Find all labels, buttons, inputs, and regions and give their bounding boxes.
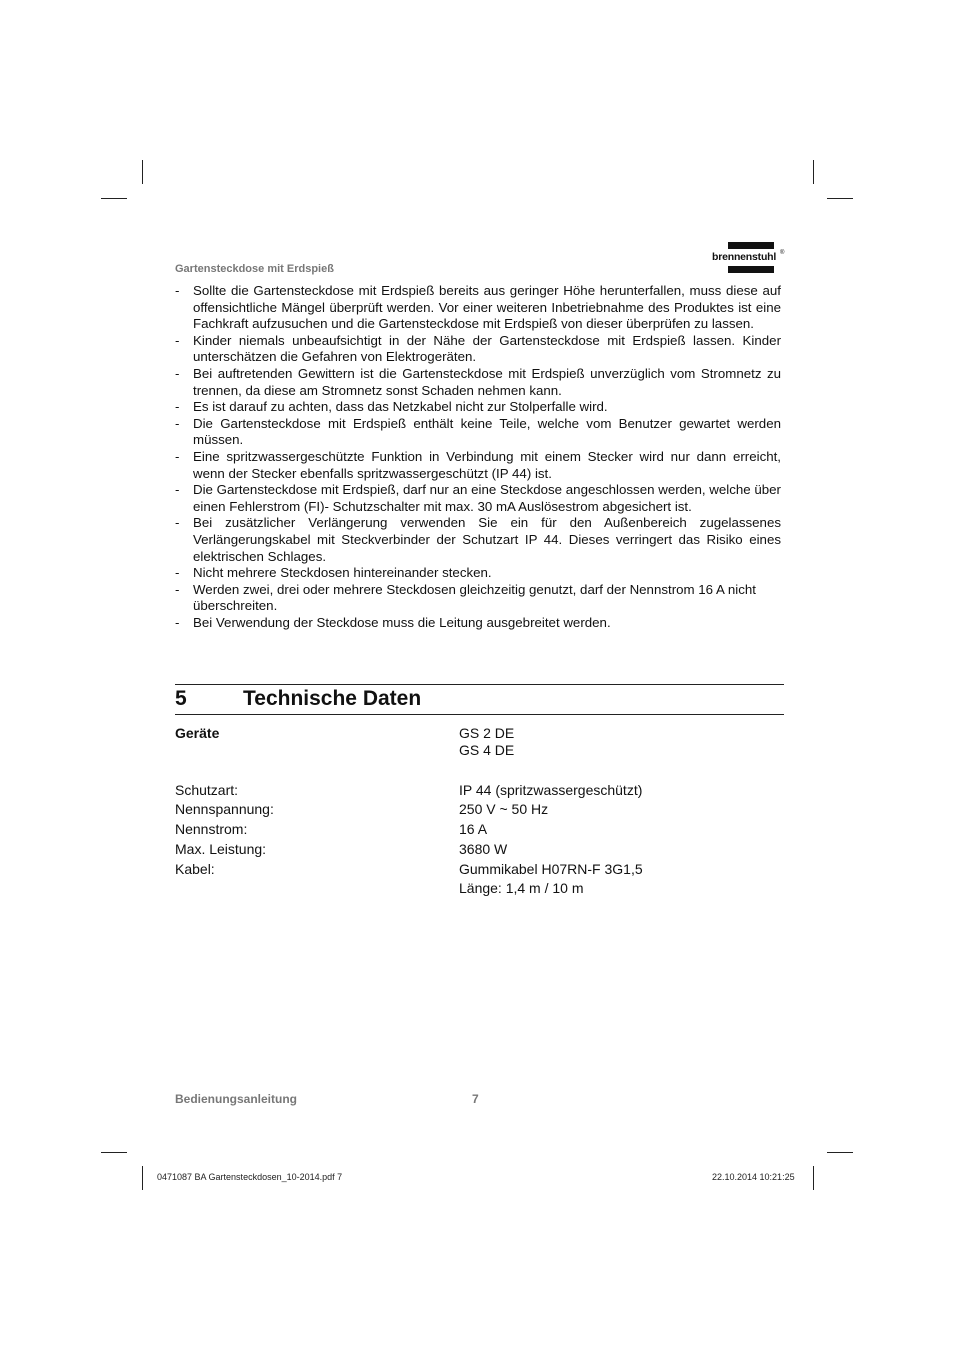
list-dash: - bbox=[175, 415, 180, 431]
logo-bar bbox=[728, 266, 774, 273]
list-item-text: Es ist darauf zu achten, dass das Netzkabel nicht zur Stolperfalle wird. bbox=[193, 399, 608, 415]
spec-label: Max. Leistung: bbox=[175, 841, 267, 857]
list-dash: - bbox=[175, 399, 180, 415]
footer-title: Bedienungsanleitung bbox=[175, 1092, 298, 1106]
spec-label: Nennstrom: bbox=[175, 821, 248, 837]
section-rule-bottom bbox=[175, 714, 784, 715]
list-item bbox=[175, 333, 781, 366]
list-item bbox=[175, 283, 781, 333]
crop-mark bbox=[813, 160, 814, 184]
list-item bbox=[175, 482, 781, 515]
list-item-text: Bei Verwendung der Steckdose muss die Leitung ausgebreitet werden. bbox=[193, 614, 611, 630]
list-item bbox=[175, 582, 781, 615]
list-dash: - bbox=[175, 581, 180, 597]
list-item bbox=[175, 399, 781, 416]
list-item bbox=[175, 449, 781, 482]
section-number: 5 bbox=[175, 687, 187, 710]
running-header: Gartensteckdose mit Erdspieß bbox=[175, 263, 334, 275]
list-item-text: Die Gartensteckdose mit Erdspieß enthält keine Teile, welche vom Benutzer gewartet werden müssen. bbox=[193, 415, 781, 448]
print-file-info: 0471087 BA Gartensteckdosen_10-2014.pdf 7 bbox=[157, 1172, 343, 1182]
list-item bbox=[175, 515, 781, 565]
list-dash: - bbox=[175, 332, 180, 348]
logo-text: brennenstuhl bbox=[712, 251, 777, 263]
devices-label: Geräte bbox=[175, 725, 220, 741]
crop-mark bbox=[827, 198, 853, 199]
list-item-text: Die Gartensteckdose mit Erdspieß, darf nur an eine Steckdose angeschlossen werden, welche über einen Fehlerstrom (FI)- Schutzschalter mit max. 30 mA Auslösestrom abgesichert ist. bbox=[193, 482, 781, 514]
spec-label: Schutzart: bbox=[175, 782, 239, 798]
cable-length-value: Länge: 1,4 m / 10 m bbox=[459, 880, 584, 896]
print-timestamp: 22.10.2014 10:21:25 bbox=[712, 1172, 795, 1182]
crop-mark bbox=[101, 1152, 127, 1153]
list-dash: - bbox=[175, 482, 180, 498]
list-dash: - bbox=[175, 448, 180, 464]
list-dash: - bbox=[175, 515, 180, 531]
crop-mark bbox=[813, 1166, 814, 1190]
list-item bbox=[175, 615, 781, 632]
spec-label: Nennspannung: bbox=[175, 801, 274, 817]
spec-value: IP 44 (spritzwassergeschützt) bbox=[459, 782, 643, 798]
logo-bar bbox=[728, 242, 774, 249]
list-item bbox=[175, 366, 781, 399]
list-item-text: Werden zwei, drei oder mehrere Steckdosen gleichzeitig genutzt, darf der Nennstrom 16 A nicht überschreiten. bbox=[193, 581, 756, 614]
list-item-text: Bei auftretenden Gewittern ist die Gartensteckdose mit Erdspieß unverzüglich vom Stromnetz zu trennen, da diese am Stromnetz sonst Schaden nehmen kann. bbox=[193, 365, 781, 398]
list-dash: - bbox=[175, 565, 180, 581]
crop-mark bbox=[101, 198, 127, 199]
spec-value: 3680 W bbox=[459, 841, 508, 857]
spec-label: Kabel: bbox=[175, 861, 215, 877]
crop-mark bbox=[142, 1166, 143, 1190]
device-model: GS 4 DE bbox=[459, 742, 515, 758]
crop-mark bbox=[142, 160, 143, 184]
spec-value: Gummikabel H07RN-F 3G1,5 bbox=[459, 861, 643, 877]
page-number: 7 bbox=[472, 1092, 479, 1106]
safety-instructions-list bbox=[175, 283, 781, 631]
logo-registered-mark: ® bbox=[780, 250, 785, 256]
list-item bbox=[175, 565, 781, 582]
list-item-text: Kinder niemals unbeaufsichtigt in der Nähe der Gartensteckdose mit Erdspieß lassen. Kinder unterschätzen die Gefahren von Elektrogeräten. bbox=[193, 332, 781, 365]
list-item bbox=[175, 416, 781, 449]
crop-mark bbox=[827, 1152, 853, 1153]
list-item-text: Eine spritzwassergeschützte Funktion in Verbindung mit einem Stecker wird nur dann erreicht, wenn der Stecker ebenfalls spritzwassergeschützt (IP 44) ist. bbox=[193, 448, 781, 481]
spec-value: 16 A bbox=[459, 821, 488, 837]
list-item-text: Nicht mehrere Steckdosen hintereinander stecken. bbox=[193, 565, 492, 581]
section-rule-top bbox=[175, 684, 784, 685]
list-item-text: Sollte die Gartensteckdose mit Erdspieß bereits aus geringer Höhe herunterfallen, muss diese auf offensichtliche Mängel überprüft werden. Vor einer weiteren Inbetriebnahme des Produktes ist eine Fachkraft aufzusuchen und die Gartensteckdose mit Erdspieß von dieser überprüfen zu lassen. bbox=[193, 283, 781, 332]
spec-value: 250 V ~ 50 Hz bbox=[459, 801, 549, 817]
list-dash: - bbox=[175, 614, 180, 630]
list-item-text: Bei zusätzlicher Verlängerung verwenden Sie ein für den Außenbereich zugelassenes Verlängerungskabel mit Steckverbinder der Schutzart IP 44. Dieses verringert das Risiko eines elektrischen Schlages. bbox=[193, 515, 781, 564]
brand-logo bbox=[712, 242, 784, 276]
list-dash: - bbox=[175, 283, 180, 298]
list-dash: - bbox=[175, 365, 180, 381]
device-model: GS 2 DE bbox=[459, 725, 515, 741]
section-title: Technische Daten bbox=[243, 687, 422, 710]
